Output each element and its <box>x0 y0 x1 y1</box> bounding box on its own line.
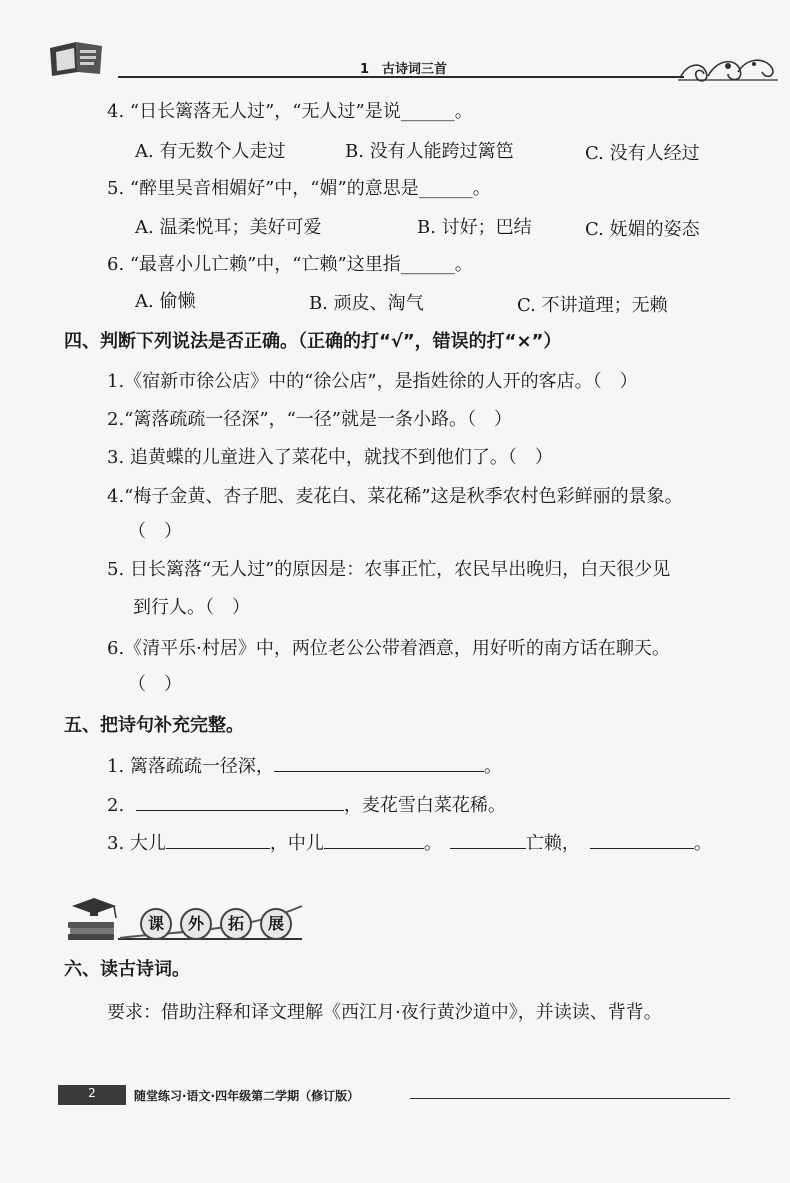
question-4-stem: 4. “日长篱落无人过”，“无人过”是说______。 <box>107 101 473 122</box>
poem-line-3-blank-3[interactable] <box>450 830 526 849</box>
header-ornament-icon <box>678 52 778 86</box>
section-5-title: 五、把诗句补充完整。 <box>64 715 244 736</box>
banner-char: 拓 <box>220 908 252 940</box>
poem-line-1-end: 。 <box>483 756 502 777</box>
poem-line-3 <box>107 830 712 856</box>
banner-char: 课 <box>140 908 172 940</box>
section-4-item-answer-paren[interactable]: （ ） <box>128 674 182 695</box>
poem-line-3-blank-2[interactable] <box>324 830 424 849</box>
poem-line-3-text-b: ，中儿 <box>269 833 324 854</box>
poem-line-3-blank-1[interactable] <box>166 830 270 849</box>
poem-line-1-text: 1. 篱落疏疏一径深， <box>107 756 274 777</box>
section-6-requirement: 要求：借助注释和译文理解《西江月·夜行黄沙道中》，并读读、背背。 <box>107 1002 662 1023</box>
question-5-stem: 5. “醉里吴音相媚好”中，“媚”的意思是______。 <box>107 178 491 199</box>
banner-char: 展 <box>260 908 292 940</box>
poem-line-3-text-c: 。 <box>423 833 442 854</box>
question-6-option-b: B. 顽皮、淘气 <box>309 293 424 314</box>
section-6-title: 六、读古诗词。 <box>64 959 190 980</box>
question-5-option-c: C. 妩媚的姿态 <box>585 219 700 240</box>
footer-page-number: 2 <box>88 1086 96 1100</box>
section-4-title: 四、判断下列说法是否正确。（正确的打“√”，错误的打“×”） <box>64 331 562 352</box>
question-4-option-c: C. 没有人经过 <box>585 143 700 164</box>
section-4-item: 5. 日长篱落“无人过”的原因是：农事正忙，农民早出晚归，白天很少见 <box>107 559 671 580</box>
question-5-option-b: B. 讨好；巴结 <box>417 217 532 238</box>
header-title: 1 古诗词三首 <box>360 62 448 77</box>
section-4-item: 6.《清平乐·村居》中，两位老公公带着酒意，用好听的南方话在聊天。 <box>107 638 670 659</box>
section-4-item: 1.《宿新市徐公店》中的“徐公店”，是指姓徐的人开的客店。（ ） <box>107 371 638 392</box>
section-4-item: 2.“篱落疏疏一径深”，“一径”就是一条小路。（ ） <box>107 409 512 430</box>
question-5-option-a: A. 温柔悦耳；美好可爱 <box>135 217 322 238</box>
question-6-option-a: A. 偷懒 <box>135 291 196 312</box>
section-4-item: 4.“梅子金黄、杏子肥、麦花白、菜花稀”这是秋季农村色彩鲜丽的景象。 <box>107 486 683 507</box>
question-6-option-c: C. 不讲道理；无赖 <box>517 295 668 316</box>
footer-book-title: 随堂练习·语文·四年级第二学期（修订版） <box>134 1089 360 1103</box>
question-6-stem: 6. “最喜小儿亡赖”中，“亡赖”这里指______。 <box>107 254 473 275</box>
poem-line-1-blank[interactable] <box>274 753 484 772</box>
poem-line-2-blank[interactable] <box>136 792 344 811</box>
poem-line-2-num: 2. <box>107 795 125 816</box>
header-book-icon <box>46 38 106 78</box>
poem-line-2 <box>107 792 506 818</box>
poem-line-3-text-d: 亡赖， <box>525 833 580 854</box>
question-4-option-a: A. 有无数个人走过 <box>135 141 286 162</box>
section-4-item: 到行人。（ ） <box>133 597 250 618</box>
poem-line-3-text-a: 3. 大儿 <box>107 833 166 854</box>
graduation-books-icon <box>62 896 122 942</box>
poem-line-3-text-e: 。 <box>693 833 712 854</box>
poem-line-2-text: ，麦花雪白菜花稀。 <box>343 795 506 816</box>
poem-line-1 <box>107 753 502 779</box>
section-4-item: 3. 追黄蝶的儿童进入了菜花中，就找不到他们了。（ ） <box>107 447 553 468</box>
poem-line-3-blank-4[interactable] <box>590 830 694 849</box>
section-4-item-answer-paren[interactable]: （ ） <box>128 521 182 542</box>
footer-rule <box>410 1098 730 1099</box>
banner-char: 外 <box>180 908 212 940</box>
header-rule <box>118 76 684 78</box>
question-4-option-b: B. 没有人能跨过篱笆 <box>345 141 514 162</box>
